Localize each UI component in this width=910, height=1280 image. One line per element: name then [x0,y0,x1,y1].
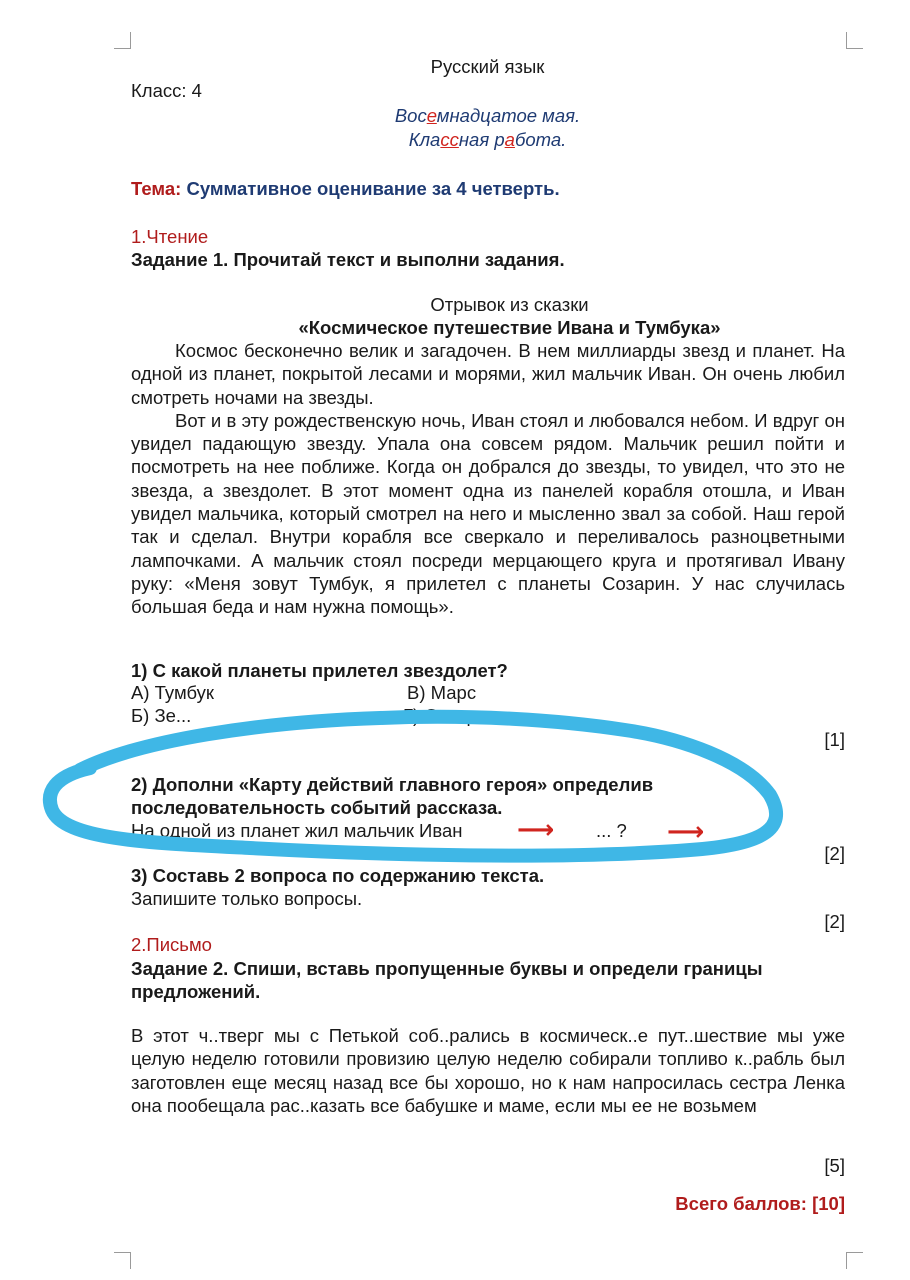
crop-mark-bottom-right [846,1252,863,1269]
action-map-next: ... ? [596,820,627,841]
section-reading-title: 1.Чтение [131,226,209,247]
task-1-heading: Задание 1. Прочитай текст и выполни задания. [131,249,565,270]
topic-label: Тема: [131,178,182,199]
score-q2: [2] [824,843,845,864]
score-task-2: [5] [824,1155,845,1176]
right-arrow-icon: ⟶ [517,814,555,844]
question-3: 3) Составь 2 вопроса по содержанию текста. [131,865,545,886]
subject-title: Русский язык [430,56,545,77]
question-2-line-2: последовательность событий рассказа. [131,797,503,818]
question-3-note: Запишите только вопросы. [131,888,363,909]
reading-text [131,339,845,619]
excerpt-story-title: «Космическое путешествие Ивана и Тумбука» [298,317,721,338]
crop-mark-top-left [114,32,131,49]
option-d: Г) Созарин [403,705,498,726]
crop-mark-bottom-left [114,1252,131,1269]
reading-paragraph: Космос бесконечно велик и загадочен. В нем миллиарды звезд и планет. На одной из планет, покрытой лесами и морями, жил мальчик Иван. Он очень любил смотреть ночами на звезды. [131,340,845,408]
option-a: А) Тумбук [131,682,214,703]
date-line: Восемнадцатое мая. [394,105,581,126]
option-b: Б) Зе... [131,705,192,726]
excerpt-title: Отрывок из сказки [430,294,589,315]
total-score: Всего баллов: [10] [675,1193,845,1214]
question-1: 1) С какой планеты прилетел звездолет? [131,660,508,681]
topic-line [131,177,560,200]
question-2-line-1: 2) Дополни «Карту действий главного героя» определив [131,774,654,795]
action-map-start: На одной из планет жил мальчик Иван [131,820,463,841]
crop-mark-top-right [846,32,863,49]
grade-label: Класс: 4 [131,80,202,101]
topic-text: Суммативное оценивание за 4 четверть. [186,178,560,199]
task-2-line-2: предложений. [131,981,261,1002]
score-q3: [2] [824,911,845,932]
reading-paragraph: Вот и в эту рождественскую ночь, Иван стоял и любовался небом. И вдруг он увидел падающую звезду. Упала она совсем рядом. Мальчик решил пойти и посмотреть на нее поближе. Когда он добрался до звезды, то увидел, что это не звезда, а звездолет. В этот момент одна из панелей корабля отошла, и Иван увидел мальчика, который смотрел на него и мысленно звал за собой. Наш герой так и сделал. Внутри корабля все сверкало и переливалось разноцветными лампочками. А мальчик стоял посреди мерцающего круга и протягивал Ивану руку: «Меня зовут Тумбук, я прилетел с планеты Созарин. У нас случилась большая беда и нам нужна помощь». [131,409,845,618]
option-c: В) Марс [407,682,477,703]
right-arrow-icon: ⟶ [667,816,705,846]
work-line: Классная работа. [408,129,567,150]
section-writing-title: 2.Письмо [131,934,212,955]
task-2-line-1: Задание 2. Спиши, вставь пропущенные буквы и определи границы [131,958,763,979]
writing-text: В этот ч..тверг мы с Петькой соб..рались в космическ..е пут..шествие мы уже целую неделю готовили провизию целую неделю собирали топливо к..рабль был заготовлен еще месяц назад все бы хорошо, но к нам напросилась сестра Ленка она пообещала рас..казать все бабушке и маме, если мы ее не возьмем [131,1025,845,1116]
score-q1: [1] [824,729,845,750]
